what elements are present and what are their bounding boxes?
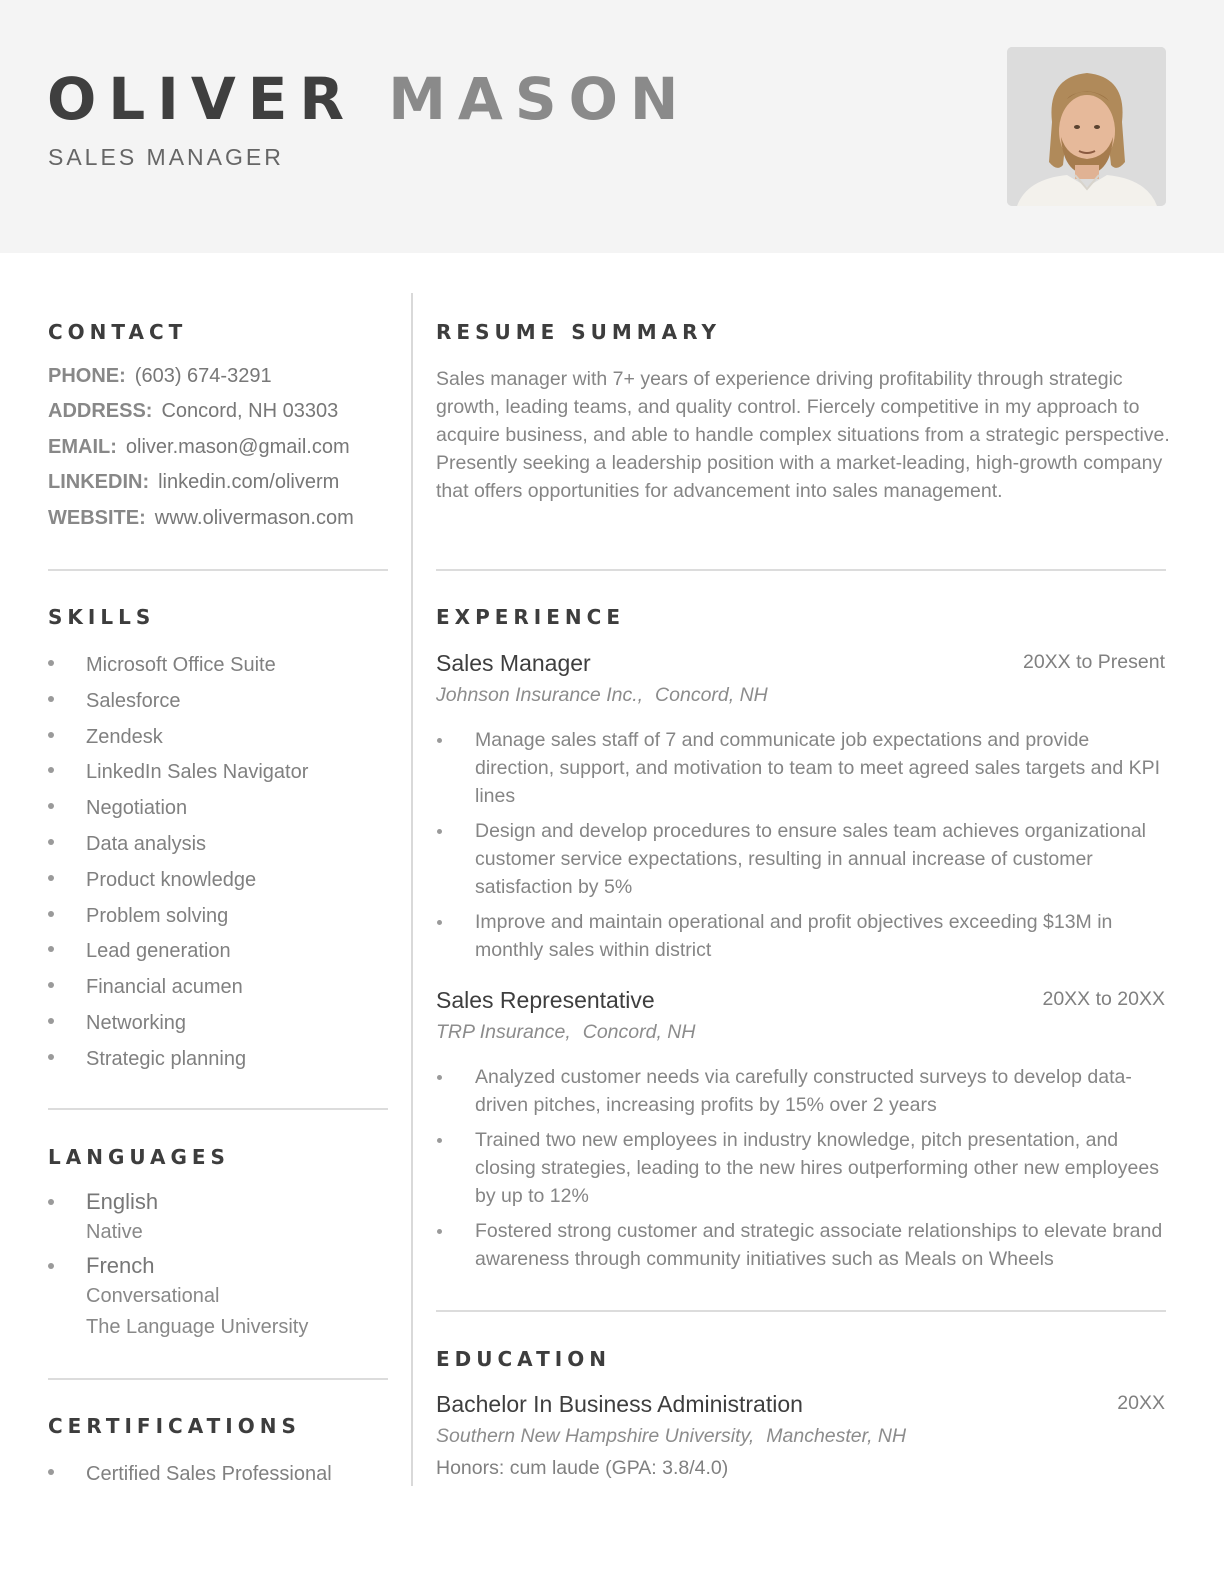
- section-divider: [436, 1310, 1166, 1312]
- contact-label: ADDRESS:: [48, 400, 153, 422]
- job-bullet: Manage sales staff of 7 and communicate job expectations and provide direction, support, and motivation to team to meet agreed sales targets and KPI lines: [436, 727, 1171, 811]
- contact-linkedin: [48, 471, 339, 494]
- education-year: 20XX: [1117, 1392, 1165, 1414]
- job-bullet: Design and develop procedures to ensure sales team achieves organizational customer service expectations, resulting in annual increase of customer satisfaction by 5%: [436, 818, 1171, 902]
- job-1-dates: 20XX to Present: [1022, 651, 1165, 673]
- education-honors: Honors: cum laude (GPA: 3.8/4.0): [436, 1457, 729, 1479]
- skill-item: LinkedIn Sales Navigator: [48, 758, 308, 794]
- education-school: [436, 1425, 906, 1448]
- contact-label: LINKEDIN:: [48, 471, 150, 493]
- job-2-title: Sales Representative: [436, 987, 655, 1013]
- contact-heading: CONTACT: [48, 320, 188, 344]
- company-name: Johnson Insurance Inc.,: [436, 684, 644, 706]
- skill-item: Data analysis: [48, 830, 308, 866]
- job-2-dates: 20XX to 20XX: [1042, 988, 1165, 1010]
- job-bullet: Fostered strong customer and strategic associate relationships to elevate brand awareness through community initiatives such as Meals on Wheels: [436, 1218, 1171, 1274]
- certification-item: Certified Sales Professional: [48, 1460, 332, 1496]
- skills-list: [48, 651, 308, 1081]
- section-divider: [48, 1108, 388, 1110]
- language-item: [48, 1187, 308, 1248]
- skill-item: Product knowledge: [48, 866, 308, 902]
- section-divider: [48, 569, 388, 571]
- contact-address: [48, 400, 338, 423]
- company-location: Concord, NH: [655, 684, 768, 706]
- certifications-list: [48, 1460, 332, 1496]
- portrait-image: [1007, 47, 1166, 206]
- company-location: Concord, NH: [582, 1021, 696, 1043]
- languages-list: [48, 1187, 308, 1343]
- section-divider: [48, 1378, 388, 1380]
- contact-phone: [48, 365, 272, 388]
- job-1-title: Sales Manager: [436, 650, 591, 676]
- skill-item: Networking: [48, 1009, 308, 1045]
- profile-photo: [1007, 47, 1166, 206]
- skill-item: Salesforce: [48, 687, 308, 723]
- language-level: Native: [86, 1221, 143, 1243]
- languages-heading: LANGUAGES: [48, 1145, 230, 1169]
- skill-item: Strategic planning: [48, 1045, 308, 1081]
- job-title: SALES MANAGER: [48, 144, 284, 170]
- website-link[interactable]: www.olivermason.com: [154, 507, 354, 529]
- certifications-heading: CERTIFICATIONS: [48, 1414, 301, 1438]
- school-name: Southern New Hampshire University,: [436, 1425, 755, 1447]
- address-value: Concord, NH 03303: [161, 400, 339, 422]
- job-bullet: Analyzed customer needs via carefully constructed surveys to develop data-driven pitches, increasing profits by 15% over 2 years: [436, 1064, 1171, 1120]
- resume-header: [0, 0, 1224, 253]
- job-1-company: [436, 684, 768, 707]
- summary-heading: RESUME SUMMARY: [436, 320, 721, 344]
- skill-item: Negotiation: [48, 794, 308, 830]
- skills-heading: SKILLS: [48, 605, 156, 629]
- contact-label: WEBSITE:: [48, 507, 146, 529]
- linkedin-link[interactable]: linkedin.com/oliverm: [158, 471, 340, 493]
- skill-item: Financial acumen: [48, 973, 308, 1009]
- column-divider: [411, 293, 413, 1486]
- section-divider: [436, 569, 1166, 571]
- job-bullet: Trained two new employees in industry knowledge, pitch presentation, and closing strategies, leading to the new hires outperforming other new employees by up to 12%: [436, 1127, 1171, 1211]
- language-name: French: [86, 1253, 155, 1278]
- job-2-company: [436, 1021, 695, 1044]
- job-bullet: Improve and maintain operational and profit objectives exceeding $13M in monthly sales within district: [436, 909, 1171, 965]
- contact-email: [48, 436, 350, 459]
- skill-item: Problem solving: [48, 902, 308, 938]
- language-level: Conversational: [86, 1285, 220, 1307]
- language-school: The Language University: [86, 1316, 309, 1338]
- skill-item: Lead generation: [48, 937, 308, 973]
- company-name: TRP Insurance,: [436, 1021, 571, 1043]
- first-name: OLIVER: [47, 65, 357, 133]
- contact-website: [48, 507, 354, 530]
- skill-item: Microsoft Office Suite: [48, 651, 308, 687]
- job-2-bullets: [436, 1064, 1171, 1282]
- experience-heading: EXPERIENCE: [436, 605, 625, 629]
- last-name: MASON: [388, 65, 691, 133]
- school-location: Manchester, NH: [766, 1425, 907, 1447]
- full-name: [47, 66, 690, 132]
- contact-label: PHONE:: [48, 365, 126, 387]
- education-heading: EDUCATION: [436, 1347, 611, 1371]
- contact-label: EMAIL:: [48, 436, 117, 458]
- skill-item: Zendesk: [48, 723, 308, 759]
- language-item: [48, 1251, 308, 1343]
- email-link[interactable]: oliver.mason@gmail.com: [125, 436, 350, 458]
- job-1-bullets: [436, 727, 1171, 972]
- phone-value: (603) 674-3291: [134, 365, 272, 387]
- degree-title: Bachelor In Business Administration: [436, 1391, 803, 1417]
- language-name: English: [86, 1189, 159, 1214]
- summary-text: Sales manager with 7+ years of experience driving profitability through strategic growth, leading teams, and quality control. Fiercely competitive in my approach to acquire business, and able to handle complex situations from a strategic perspective. Presently seeking a leadership position with a market-leading, high-growth company that offers opportunities for advancement into sales management.: [436, 368, 1170, 502]
